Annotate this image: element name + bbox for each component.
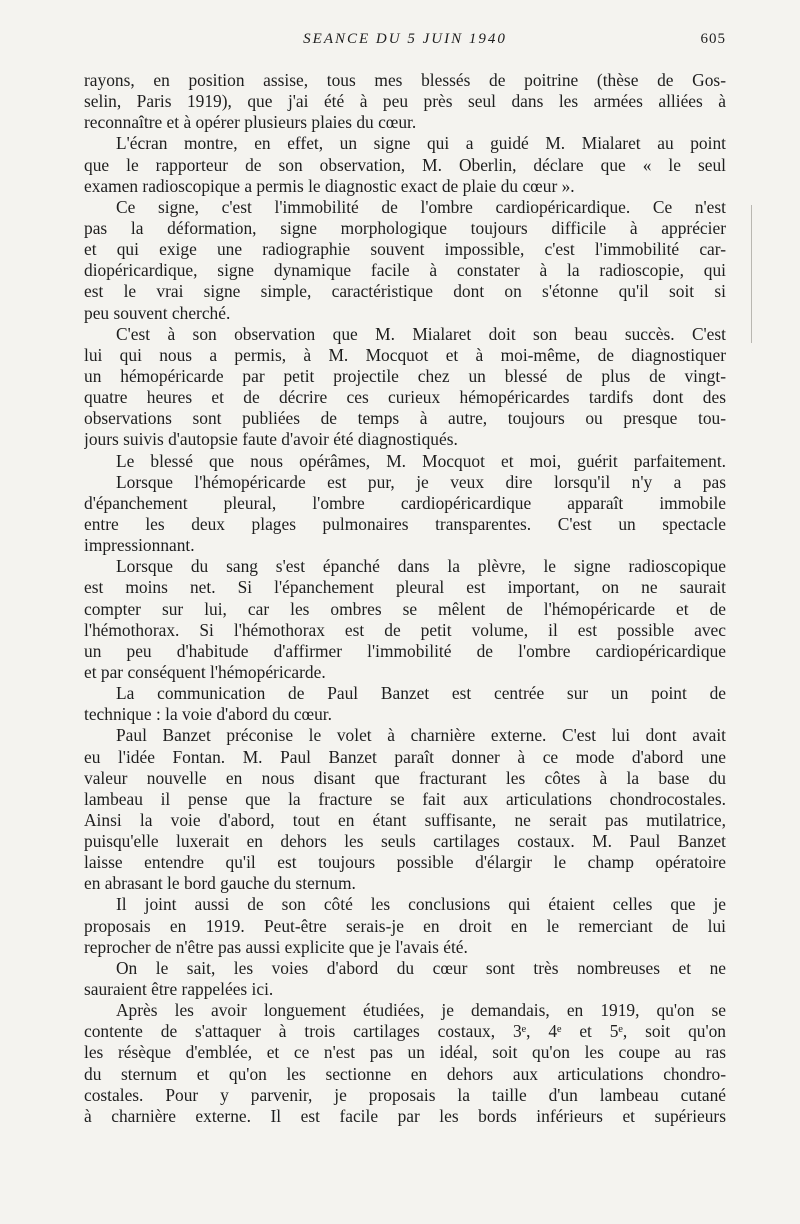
text-line: proposais en 1919. Peut-être serais-je en droit en le remerciant de lui	[84, 915, 726, 936]
text-line: jours suivis d'autopsie faute d'avoir été diagnostiqués.	[84, 429, 458, 450]
text-line: L'écran montre, en effet, un signe qui a guidé M. Mialaret au point	[116, 133, 726, 154]
text-line: sauraient être rappelées ici.	[84, 979, 274, 1000]
text-line: Lorsque du sang s'est épanché dans la plèvre, le signe radioscopique	[116, 556, 726, 577]
text-line: Il joint aussi de son côté les conclusions qui étaient celles que je	[116, 894, 726, 915]
text-line: en abrasant le bord gauche du sternum.	[84, 873, 356, 894]
text-line: entre les deux plages pulmonaires transparentes. C'est un spectacle	[84, 513, 726, 534]
text-line: pas la déformation, signe morphologique toujours difficile à apprécier	[84, 217, 726, 238]
text-line: Paul Banzet préconise le volet à charnière externe. C'est lui dont avait	[116, 725, 726, 746]
text-line: technique : la voie d'abord du cœur.	[84, 704, 332, 725]
text-line: diopéricardique, signe dynamique facile à constater à la radioscopie, qui	[84, 260, 726, 281]
text-line: quatre heures et de décrire ces curieux hémopéricardes tardifs dont des	[84, 387, 726, 408]
text-line: et par conséquent l'hémopéricarde.	[84, 661, 326, 682]
running-title: SEANCE DU 5 JUIN 1940	[303, 31, 507, 47]
text-line: lambeau il pense que la fracture se fait aux articulations chondrocostales.	[84, 788, 726, 809]
text-line: compter sur lui, car les ombres se mêlent de l'hémopéricarde et de	[84, 598, 726, 619]
page-header	[84, 31, 726, 57]
page-number: 605	[700, 31, 726, 47]
text-line: du sternum et qu'on les sectionne en dehors aux articulations chondro-	[84, 1063, 726, 1084]
text-line: Ce signe, c'est l'immobilité de l'ombre cardiopéricardique. Ce n'est	[116, 196, 726, 217]
text-line: contente de s'attaquer à trois cartilages costaux, 3ᵉ, 4ᵉ et 5ᵉ, soit qu'on	[84, 1021, 726, 1042]
text-line: l'hémothorax. Si l'hémothorax est de petit volume, il est possible avec	[84, 619, 726, 640]
text-line: costales. Pour y parvenir, je proposais la taille d'un lambeau cutané	[84, 1084, 726, 1105]
text-line: est le vrai signe simple, caractéristique dont on s'étonne qu'il soit si	[84, 281, 726, 302]
text-line: observations sont publiées de temps à autre, toujours ou presque tou-	[84, 408, 726, 429]
margin-mark	[751, 205, 752, 343]
text-line: selin, Paris 1919), que j'ai été à peu près seul dans les armées alliées à	[84, 91, 726, 112]
text-line: est moins net. Si l'épanchement pleural est important, on ne saurait	[84, 577, 726, 598]
body-text	[84, 70, 726, 1127]
text-line: un hémopéricarde par petit projectile chez un blessé de plus de vingt-	[84, 365, 726, 386]
text-line: Le blessé que nous opérâmes, M. Mocquot et moi, guérit parfaitement.	[116, 450, 726, 471]
text-line: examen radioscopique a permis le diagnostic exact de plaie du cœur ».	[84, 175, 575, 196]
text-line: valeur nouvelle en nous disant que fracturant les côtes à la base du	[84, 767, 726, 788]
text-line: lui qui nous a permis, à M. Mocquot et à moi-même, de diagnostiquer	[84, 344, 726, 365]
text-line: les résèque d'emblée, et ce n'est pas un idéal, soit qu'on les coupe au ras	[84, 1042, 726, 1063]
text-line: C'est à son observation que M. Mialaret doit son beau succès. C'est	[116, 323, 726, 344]
text-line: puisqu'elle luxerait en dehors les seuls cartilages costaux. M. Paul Banzet	[84, 831, 726, 852]
text-line: et qui exige une radiographie souvent impossible, c'est l'immobilité car-	[84, 239, 726, 260]
text-line: eu l'idée Fontan. M. Paul Banzet paraît donner à ce mode d'abord une	[84, 746, 726, 767]
text-line: reprocher de n'être pas aussi explicite que je l'avais été.	[84, 936, 468, 957]
text-line: à charnière externe. Il est facile par les bords inférieurs et supérieurs	[84, 1105, 726, 1126]
text-line: Ainsi la voie d'abord, tout en étant suffisante, ne serait pas mutilatrice,	[84, 809, 726, 830]
text-line: un peu d'habitude d'affirmer l'immobilité de l'ombre cardiopéricardique	[84, 640, 726, 661]
text-line: impressionnant.	[84, 535, 195, 556]
text-line: que le rapporteur de son observation, M. Oberlin, déclare que « le seul	[84, 154, 726, 175]
text-line: La communication de Paul Banzet est centrée sur un point de	[116, 683, 726, 704]
text-line: laisse entendre qu'il est toujours possible d'élargir le champ opératoire	[84, 852, 726, 873]
text-line: reconnaître et à opérer plusieurs plaies du cœur.	[84, 112, 417, 133]
text-line: Après les avoir longuement étudiées, je demandais, en 1919, qu'on se	[116, 1000, 726, 1021]
text-line: rayons, en position assise, tous mes blessés de poitrine (thèse de Gos-	[84, 70, 726, 90]
text-line: peu souvent cherché.	[84, 302, 231, 323]
text-line: On le sait, les voies d'abord du cœur sont très nombreuses et ne	[116, 957, 726, 978]
text-line: d'épanchement pleural, l'ombre cardiopéricardique apparaît immobile	[84, 492, 726, 513]
text-line: Lorsque l'hémopéricarde est pur, je veux dire lorsqu'il n'y a pas	[116, 471, 726, 492]
